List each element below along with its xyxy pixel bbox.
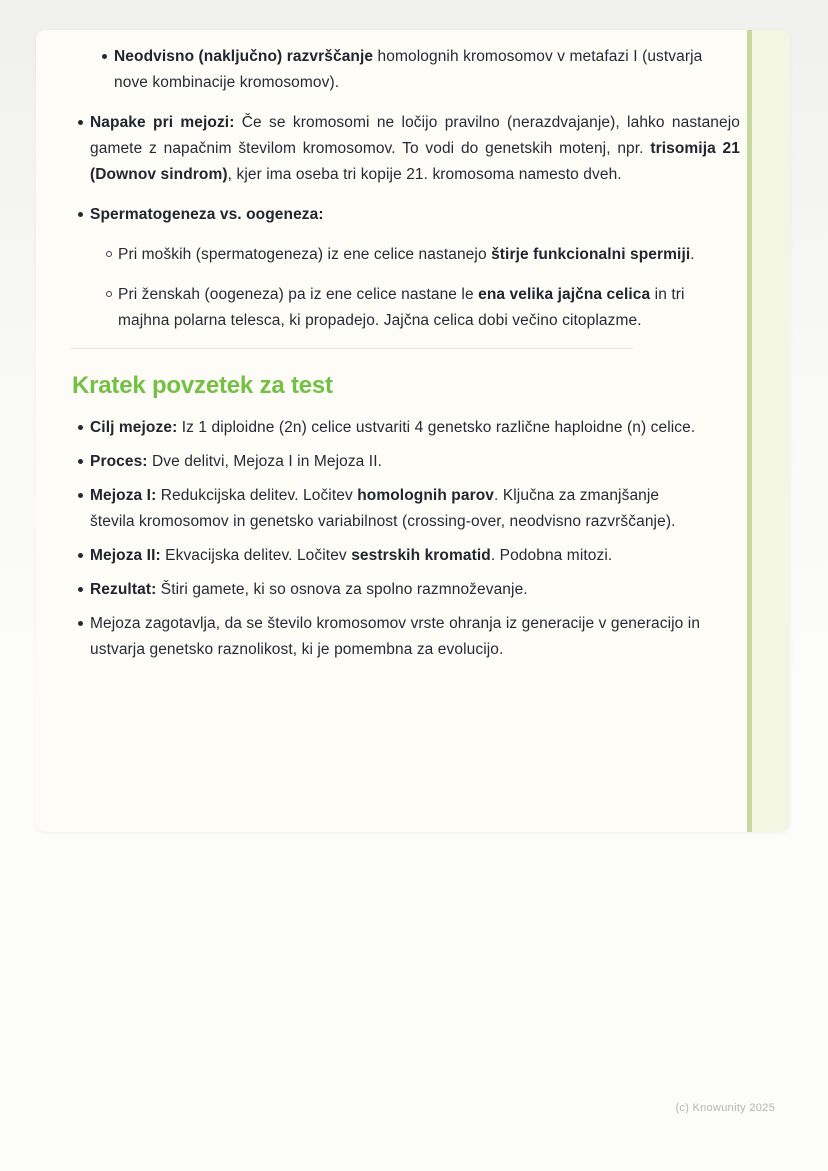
- list-item: [78, 44, 740, 96]
- disc-bullet-icon: [78, 415, 90, 441]
- list-item-text: Napake pri mejozi: Če se kromosomi ne ločijo pravilno (nerazdvajanje), lahko nastanejo gamete z napačnim številom kromosomov. To vodi do genetskih motenj, npr. trisomija 21 (Downov sindrom), kjer ima oseba tri kopije 21. kromosoma namesto dveh.: [90, 114, 740, 183]
- list-item-text: Mejoza II: Ekvacijska delitev. Ločitev sestrskih kromatid. Podobna mitozi.: [90, 547, 613, 564]
- disc-bullet-icon: [102, 44, 114, 70]
- notes-content: [36, 30, 747, 832]
- list-item-text: Proces: Dve delitvi, Mejoza I in Mejoza II.: [90, 453, 383, 470]
- disc-bullet-icon: [78, 449, 90, 475]
- list-item: [78, 282, 740, 334]
- notes-page-card: [36, 30, 790, 832]
- section-heading: Kratek povzetek za test: [72, 372, 333, 399]
- disc-bullet-icon: [78, 611, 90, 637]
- page-edge-stripe: [747, 30, 752, 832]
- list-item: [78, 611, 740, 663]
- list-item: [78, 543, 740, 569]
- disc-bullet-icon: [78, 110, 90, 136]
- list-item-text: Neodvisno (naključno) razvrščanje homolognih kromosomov v metafazi I (ustvarja nove kombinacije kromosomov).: [114, 48, 703, 91]
- list-item: [78, 202, 740, 228]
- circle-bullet-icon: [106, 242, 118, 268]
- list-item: [78, 415, 740, 441]
- disc-bullet-icon: [78, 543, 90, 569]
- copyright-text: (c) Knowunity 2025: [675, 1102, 775, 1114]
- list-item: [78, 483, 740, 535]
- list-item: [78, 449, 740, 475]
- intro-bullet-list: [78, 44, 740, 334]
- list-item-text: Pri ženskah (oogeneza) pa iz ene celice nastane le ena velika jajčna celica in tri majhna polarna telesca, ki propadejo. Jajčna celica dobi večino citoplazme.: [118, 286, 685, 329]
- summary-bullet-list: [78, 415, 740, 663]
- disc-bullet-icon: [78, 577, 90, 603]
- list-item-text: Spermatogeneza vs. oogeneza:: [90, 206, 324, 223]
- section-divider: [70, 348, 633, 349]
- list-item: [78, 110, 740, 188]
- disc-bullet-icon: [78, 202, 90, 228]
- list-item-text: Cilj mejoze: Iz 1 diploidne (2n) celice ustvariti 4 genetsko različne haploidne (n) celice.: [90, 419, 696, 436]
- disc-bullet-icon: [78, 483, 90, 509]
- list-item: [78, 242, 740, 268]
- list-item: [78, 577, 740, 603]
- page-edge-band: [752, 30, 790, 832]
- list-item-text: Mejoza zagotavlja, da se število kromosomov vrste ohranja iz generacije v generacijo in ustvarja genetsko raznolikost, ki je pomembna za evolucijo.: [90, 615, 701, 658]
- list-item-text: Pri moških (spermatogeneza) iz ene celice nastanejo štirje funkcionalni spermiji.: [118, 246, 695, 263]
- circle-bullet-icon: [106, 282, 118, 308]
- list-item-text: Rezultat: Štiri gamete, ki so osnova za spolno razmnoževanje.: [90, 581, 528, 598]
- list-item-text: Mejoza I: Redukcijska delitev. Ločitev homolognih parov. Ključna za zmanjšanje števila kromosomov in genetsko variabilnost (crossing-over, neodvisno razvrščanje).: [90, 487, 676, 530]
